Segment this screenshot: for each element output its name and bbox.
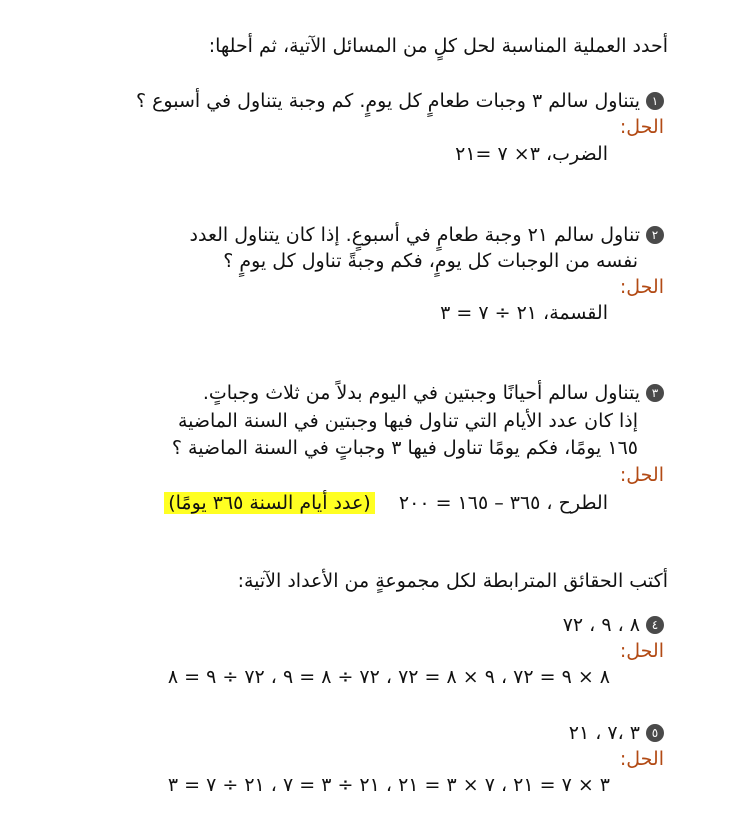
problem-2-answer: القسمة، ٢١ ÷ ٧ = ٣ [440, 302, 608, 324]
facts-heading: أكتب الحقائق المترابطة لكل مجموعةٍ من الأعداد الآتية: [237, 570, 668, 592]
problem-3 [203, 380, 664, 406]
problem-number-badge: ٥ [646, 724, 664, 742]
problem-4-answer: ٨ × ٩ = ٧٢ ، ٩ × ٨ = ٧٢ ، ٧٢ ÷ ٨ = ٩ ، ٧٢ ÷ ٩ = ٨ [167, 666, 610, 688]
problem-3-answer [164, 490, 608, 516]
problem-number-badge: ٣ [646, 384, 664, 402]
problem-text-continued: إذا كان عدد الأيام التي تناول فيها وجبتين في السنة الماضية [177, 410, 638, 432]
solution-label: الحل: [619, 116, 664, 138]
problem-1-answer: الضرب، ٣× ٧ =٢١ [455, 143, 608, 165]
solution-label: الحل: [619, 748, 664, 770]
problem-number-badge: ١ [646, 92, 664, 110]
number-set: ٣ ،٧ ، ٢١ [568, 722, 640, 744]
problem-number-badge: ٤ [646, 616, 664, 634]
solution-label: الحل: [619, 640, 664, 662]
highlighted-note: (عدد أيام السنة ٣٦٥ يومًا) [164, 492, 375, 514]
problem-text-continued: نفسه من الوجبات كل يومٍ، فكم وجبةً تناول كل يومٍ ؟ [223, 250, 638, 272]
problem-5 [569, 720, 664, 746]
problem-2 [190, 222, 664, 248]
problem-4 [563, 612, 664, 638]
problem-text: تناول سالم ٢١ وجبة طعامٍ في أسبوعٍ. إذا كان يتناول العدد [189, 224, 640, 246]
answer-text: الطرح ، ٣٦٥ – ١٦٥ = ٢٠٠ [398, 492, 608, 514]
problem-text: يتناول سالم أحيانًا وجبتين في اليوم بدلاً من ثلاث وجباتٍ. [202, 382, 640, 404]
solution-label: الحل: [619, 464, 664, 486]
problem-1 [136, 88, 664, 114]
problem-number-badge: ٢ [646, 226, 664, 244]
problem-text: يتناول سالم ٣ وجبات طعامٍ كل يومٍ. كم وجبة يتناول في أسبوع ؟ [135, 90, 640, 112]
operations-heading: أحدد العملية المناسبة لحل كلٍ من المسائل الآتية، ثم أحلها: [208, 35, 668, 57]
solution-label: الحل: [619, 276, 664, 298]
problem-5-answer: ٣ × ٧ = ٢١ ، ٧ × ٣ = ٢١ ، ٢١ ÷ ٣ = ٧ ، ٢١ ÷ ٧ = ٣ [167, 774, 610, 796]
problem-text-continued: ١٦٥ يومًا، فكم يومًا تناول فيها ٣ وجباتٍ في السنة الماضية ؟ [171, 437, 638, 459]
number-set: ٨ ، ٩ ، ٧٢ [562, 614, 640, 636]
